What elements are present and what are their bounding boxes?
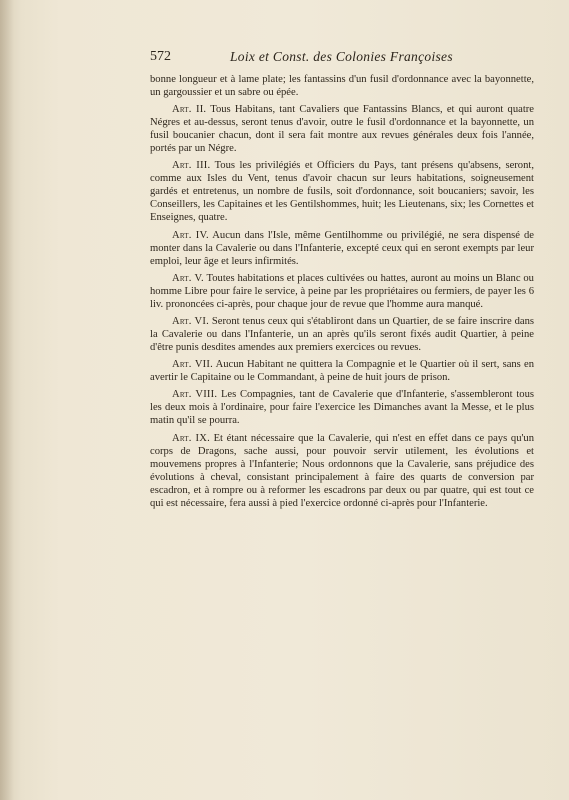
article-label: Art. IX. [172, 432, 210, 444]
article-label: Art. III. [172, 160, 211, 172]
article-label: Art. IV. [172, 229, 209, 241]
article-text: Aucun Habitant ne quittera la Compagnie et le Quartier où il sert, sans en avertir le Capitaine ou le Commandant, à peine de huit jours de prison. [150, 359, 535, 384]
article-text: Aucun dans l'Isle, même Gentilhomme ou privilégié, ne sera dispensé de monter dans la Cavalerie ou dans l'Infanterie, excepté ceux qui en seront exempts par leur emploi, leur âge et leurs infirmités. [150, 229, 534, 267]
article-3 [150, 159, 534, 224]
article-label: Art. II. [172, 104, 207, 116]
article-4 [150, 229, 534, 268]
article-text: Les Compagnies, tant de Cavalerie que d'Infanterie, s'assembleront tous les deux mois à l'ordinaire, pour faire l'exercice les Dimanches avant la Messe, et le plus matin qu'il se pourra. [150, 389, 534, 427]
article-2 [150, 103, 534, 155]
article-text: Et étant nécessaire que la Cavalerie, qui n'est en effet dans ce pays qu'un corps de Dragons, sache aussi, pour pouvoir servir utilement, les évolutions et mouvemens propres à l'Infanterie; Nous ordonnons que la Cavalerie, sans préjudice des évolutions à cheval, consistant principalement à faire des quarts de conversion par escadron, et à rompre ou à reformer les escadrons par deux ou par quatre, qui est tout ce qui est nécessaire, fera aussi à pied l'exercice ordonné ci-après pour l'Infanterie. [150, 432, 534, 509]
page-number: 572 [150, 49, 171, 64]
article-label: Art. VI. [172, 315, 209, 327]
article-5 [150, 272, 534, 311]
article-text: Toutes habitations et places cultivées ou hattes, auront au moins un Blanc ou homme Libre pour faire le service, à peine par les propriétaires ou fermiers, de payer les 6 liv. prononcées ci-après, pour chaque jour de revue que l'homme aura manqué. [150, 272, 534, 310]
article-text: Tous les privilégiés et Officiers du Pays, tant présens qu'absens, seront, comme aux Isles du Vent, tenus d'avoir chacun sur leurs habitations, soigneusement gardés et entretenus, un nombre de fusils, soit d'ordonnance, soit boucaniers; savoir, les Conseillers, les Capitaines et les Gentilshommes, huit; les Lieutenans, six; les Cornettes et Enseignes, quatre. [150, 160, 534, 224]
article-9 [150, 432, 534, 510]
body-text [150, 73, 534, 514]
article-label: Art. V. [172, 272, 204, 284]
article-6 [150, 315, 534, 354]
paragraph-continuation [150, 73, 534, 99]
article-text: Seront tenus ceux qui s'établiront dans un Quartier, de se faire inscrire dans la Cavalerie ou dans l'Infanterie, un an après qu'ils seront fixés audit Quartier, à peine d'être punis desdites amendes aux premiers exercices ou revues. [150, 315, 534, 353]
paragraph-text: bonne longueur et à lame plate; les fantassins d'un fusil d'ordonnance avec la bayonnette, un gargoussier et un sabre ou épée. [150, 74, 534, 98]
running-title: Loix et Const. des Colonies Françoises [230, 49, 453, 64]
article-7 [150, 358, 534, 384]
article-label: Art. VII. [172, 359, 213, 371]
article-8 [150, 388, 534, 427]
article-label: Art. VIII. [172, 389, 218, 401]
article-text: Tous Habitans, tant Cavaliers que Fantassins Blancs, et qui auront quatre Négres et au-dessus, seront tenus d'avoir, outre le fusil d'ordonnance et la bayonnette, un fusil boucanier chacun, dont il sera fait montre aux revues générales deux fois l'année, portés par un Négre. [150, 104, 534, 155]
page-header [150, 49, 534, 69]
